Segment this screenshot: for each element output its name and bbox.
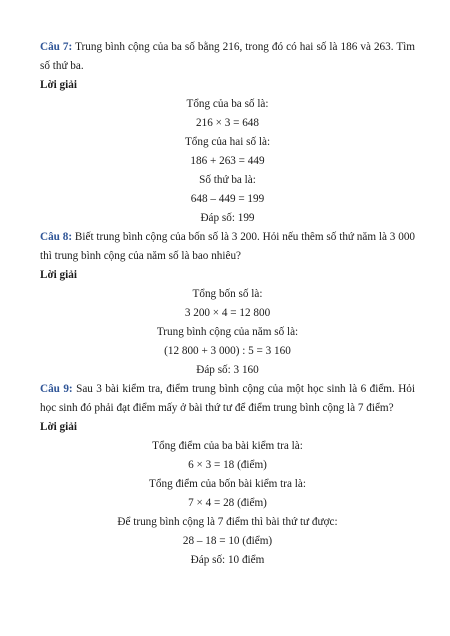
question-7-step: Tổng của ba số là: xyxy=(186,98,269,110)
question-7-solution-heading: Lời giải xyxy=(40,79,77,91)
question-8 xyxy=(40,228,415,380)
question-8-step: (12 800 + 3 000) : 5 = 3 160 xyxy=(164,345,291,357)
question-7-answer: Đáp số: 199 xyxy=(200,212,255,224)
question-7-body: Trung bình cộng của ba số bằng 216, trong đó có hai số là 186 và 263. Tìm số thứ ba. xyxy=(40,41,415,72)
question-9 xyxy=(40,380,415,570)
question-8-step: Trung bình cộng của năm số là: xyxy=(156,326,299,338)
question-7-step: Số thứ ba là: xyxy=(199,174,256,186)
question-9-step: 28 – 18 = 10 (điểm) xyxy=(182,535,273,547)
question-7-text xyxy=(40,38,415,76)
question-8-number: Câu 8: xyxy=(40,231,73,243)
question-9-step: 6 × 3 = 18 (điểm) xyxy=(188,459,267,471)
question-8-body: Biết trung bình cộng của bốn số là 3 200. Hỏi nếu thêm số thứ năm là 3 000 thì trung bình cộng của năm số là bao nhiêu? xyxy=(40,231,416,262)
question-9-step: Tổng điểm của bốn bài kiểm tra là: xyxy=(149,478,306,490)
question-9-text xyxy=(40,380,415,418)
question-9-step: 7 × 4 = 28 (điểm) xyxy=(188,497,267,509)
question-8-step: Tổng bốn số là: xyxy=(192,288,263,300)
document-page xyxy=(40,38,415,570)
question-7-step: 216 × 3 = 648 xyxy=(196,117,259,129)
question-8-text xyxy=(40,228,415,266)
question-9-solution-heading: Lời giải xyxy=(40,421,77,433)
question-9-answer: Đáp số: 10 điểm xyxy=(190,554,265,566)
question-7-step: Tổng của hai số là: xyxy=(184,136,271,148)
question-9-number: Câu 9: xyxy=(40,383,73,395)
question-9-body: Sau 3 bài kiểm tra, điểm trung bình cộng của một học sinh là 6 điểm. Hỏi học sinh đó phải đạt điểm mấy ở bài thứ tư để điểm trung bình cộng là 7 điểm? xyxy=(40,383,415,414)
question-8-answer: Đáp số: 3 160 xyxy=(196,364,259,376)
question-9-step: Để trung bình cộng là 7 điểm thì bài thứ tư được: xyxy=(117,516,338,528)
question-7 xyxy=(40,38,415,228)
question-8-step: 3 200 × 4 = 12 800 xyxy=(184,307,271,319)
question-7-number: Câu 7: xyxy=(40,41,73,53)
question-8-solution-heading: Lời giải xyxy=(40,269,77,281)
question-7-step: 186 + 263 = 449 xyxy=(190,155,265,167)
question-7-step: 648 – 449 = 199 xyxy=(190,193,265,205)
question-9-step: Tổng điểm của ba bài kiểm tra là: xyxy=(152,440,303,452)
